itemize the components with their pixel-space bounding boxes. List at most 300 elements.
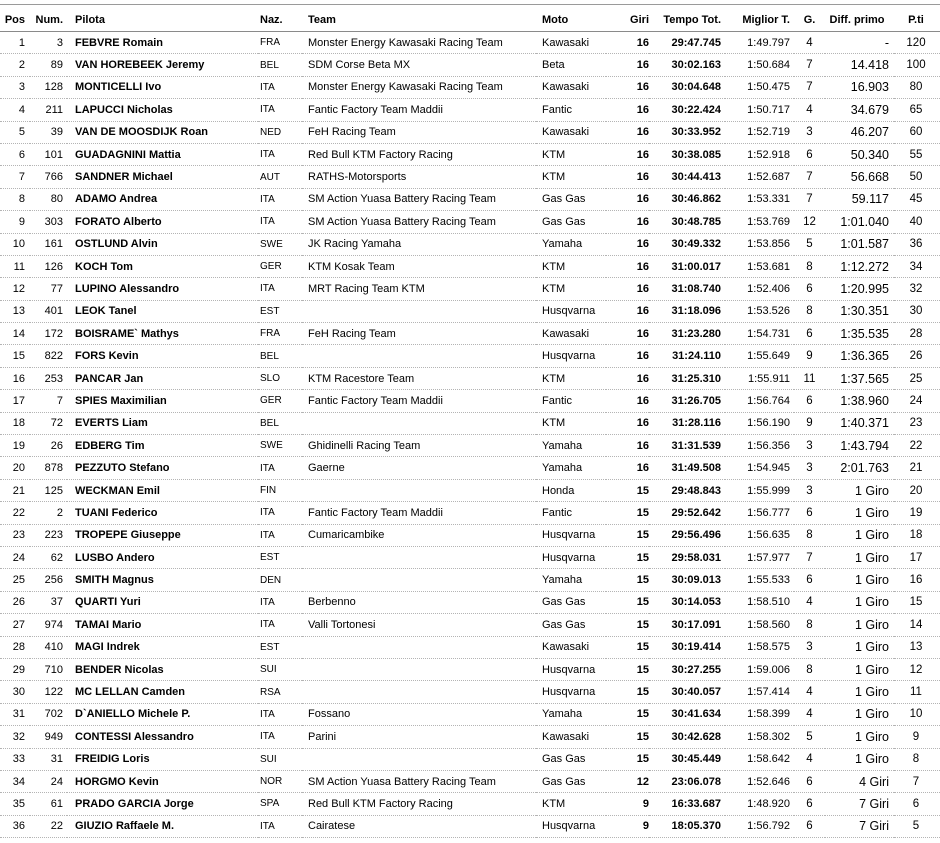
table-row [0,524,940,546]
cell-moto: Honda [536,479,606,501]
cell-diff: 59.117 [825,188,894,210]
cell-g: 7 [794,546,825,568]
cell-pti: 45 [894,188,940,210]
cell-moto: Gas Gas [536,770,606,792]
cell-pti: 32 [894,278,940,300]
cell-best: 1:53.681 [725,255,794,277]
cell-g: 12 [794,211,825,233]
cell-tempo: 30:02.163 [649,54,725,76]
cell-tempo: 29:47.745 [649,32,725,54]
cell-num: 126 [30,255,67,277]
cell-pos: 12 [0,278,30,300]
cell-g: 4 [794,591,825,613]
cell-team: SM Action Yuasa Battery Racing Team [302,188,536,210]
table-row [0,636,940,658]
cell-tempo: 30:33.952 [649,121,725,143]
cell-naz: ITA [258,502,302,524]
cell-best: 1:58.560 [725,614,794,636]
cell-num: 80 [30,188,67,210]
cell-best: 1:50.717 [725,99,794,121]
cell-tempo: 31:49.508 [649,457,725,479]
cell-pti: 17 [894,546,940,568]
cell-moto: KTM [536,255,606,277]
cell-pti: 28 [894,323,940,345]
cell-giri: 16 [606,188,649,210]
cell-g: 4 [794,32,825,54]
table-row [0,502,940,524]
cell-pilota: VAN DE MOOSDIJK Roan [67,121,258,143]
cell-g: 3 [794,479,825,501]
cell-giri: 15 [606,591,649,613]
table-row [0,211,940,233]
cell-best: 1:58.642 [725,748,794,770]
cell-team: SDM Corse Beta MX [302,54,536,76]
table-row [0,793,940,815]
cell-g: 6 [794,278,825,300]
cell-num: 22 [30,815,67,837]
cell-best: 1:59.006 [725,658,794,680]
cell-diff: - [825,32,894,54]
table-row [0,435,940,457]
cell-g: 3 [794,121,825,143]
cell-naz: GER [258,390,302,412]
cell-giri: 16 [606,278,649,300]
cell-num: 77 [30,278,67,300]
cell-pti: 13 [894,636,940,658]
header-best: Miglior T. [725,9,794,32]
cell-g: 3 [794,457,825,479]
cell-giri: 15 [606,614,649,636]
cell-moto: KTM [536,166,606,188]
cell-team: FeH Racing Team [302,323,536,345]
cell-pti: 50 [894,166,940,188]
table-row [0,457,940,479]
cell-pilota: BOISRAME` Mathys [67,323,258,345]
cell-pos: 13 [0,300,30,322]
cell-team: Berbenno [302,591,536,613]
cell-moto: Yamaha [536,233,606,255]
table-row [0,815,940,837]
cell-g: 11 [794,367,825,389]
cell-g: 4 [794,703,825,725]
cell-moto: Kawasaki [536,636,606,658]
cell-team [302,681,536,703]
cell-pilota: BENDER Nicolas [67,658,258,680]
cell-tempo: 30:41.634 [649,703,725,725]
header-team: Team [302,9,536,32]
cell-pti: 18 [894,524,940,546]
table-row [0,412,940,434]
cell-diff: 1:12.272 [825,255,894,277]
cell-pti: 6 [894,793,940,815]
cell-naz: NED [258,121,302,143]
table-row [0,278,940,300]
cell-pilota: OSTLUND Alvin [67,233,258,255]
cell-naz: ITA [258,457,302,479]
cell-pilota: SANDNER Michael [67,166,258,188]
cell-tempo: 31:24.110 [649,345,725,367]
cell-moto: Gas Gas [536,591,606,613]
table-row [0,479,940,501]
cell-naz: GER [258,255,302,277]
cell-pilota: WECKMAN Emil [67,479,258,501]
cell-pos: 17 [0,390,30,412]
cell-pos: 33 [0,748,30,770]
cell-pti: 36 [894,233,940,255]
cell-team: Cumaricambike [302,524,536,546]
cell-g: 9 [794,412,825,434]
cell-diff: 1 Giro [825,524,894,546]
cell-moto: Gas Gas [536,188,606,210]
cell-moto: Gas Gas [536,614,606,636]
cell-moto: Kawasaki [536,32,606,54]
cell-g: 3 [794,636,825,658]
cell-moto: Fantic [536,390,606,412]
cell-pos: 4 [0,99,30,121]
cell-best: 1:57.977 [725,546,794,568]
cell-tempo: 30:38.085 [649,143,725,165]
table-row [0,703,940,725]
cell-giri: 16 [606,390,649,412]
cell-moto: Husqvarna [536,524,606,546]
cell-best: 1:56.764 [725,390,794,412]
cell-giri: 15 [606,748,649,770]
cell-giri: 16 [606,211,649,233]
cell-naz: BEL [258,412,302,434]
cell-num: 31 [30,748,67,770]
cell-team [302,748,536,770]
cell-naz: EST [258,636,302,658]
cell-num: 766 [30,166,67,188]
cell-pilota: MAGI Indrek [67,636,258,658]
cell-giri: 16 [606,412,649,434]
cell-giri: 15 [606,502,649,524]
cell-pos: 24 [0,546,30,568]
cell-g: 7 [794,166,825,188]
cell-num: 401 [30,300,67,322]
table-row [0,323,940,345]
cell-giri: 16 [606,143,649,165]
cell-pti: 21 [894,457,940,479]
cell-pos: 22 [0,502,30,524]
cell-moto: Kawasaki [536,323,606,345]
cell-giri: 15 [606,726,649,748]
cell-g: 5 [794,726,825,748]
cell-pti: 80 [894,76,940,98]
cell-pilota: TAMAI Mario [67,614,258,636]
cell-diff: 1:36.365 [825,345,894,367]
cell-team: SM Action Yuasa Battery Racing Team [302,211,536,233]
cell-tempo: 30:14.053 [649,591,725,613]
table-row [0,255,940,277]
cell-moto: Yamaha [536,457,606,479]
cell-tempo: 16:33.687 [649,793,725,815]
cell-best: 1:52.918 [725,143,794,165]
cell-diff: 1 Giro [825,502,894,524]
table-row [0,367,940,389]
cell-best: 1:55.649 [725,345,794,367]
cell-naz: DEN [258,569,302,591]
cell-g: 6 [794,323,825,345]
cell-pos: 31 [0,703,30,725]
cell-pilota: ADAMO Andrea [67,188,258,210]
cell-team [302,479,536,501]
cell-diff: 1 Giro [825,546,894,568]
cell-g: 7 [794,188,825,210]
cell-best: 1:58.575 [725,636,794,658]
cell-tempo: 30:19.414 [649,636,725,658]
cell-best: 1:48.920 [725,793,794,815]
cell-g: 6 [794,569,825,591]
cell-moto: Husqvarna [536,681,606,703]
cell-best: 1:57.414 [725,681,794,703]
header-giri: Giri [606,9,649,32]
cell-diff: 56.668 [825,166,894,188]
cell-tempo: 30:17.091 [649,614,725,636]
cell-giri: 15 [606,569,649,591]
cell-best: 1:58.302 [725,726,794,748]
cell-pilota: LEOK Tanel [67,300,258,322]
cell-tempo: 18:05.370 [649,815,725,837]
cell-giri: 16 [606,255,649,277]
cell-tempo: 31:18.096 [649,300,725,322]
cell-pti: 12 [894,658,940,680]
cell-naz: FIN [258,479,302,501]
cell-moto: Gas Gas [536,748,606,770]
cell-pilota: PRADO GARCIA Jorge [67,793,258,815]
cell-diff: 1 Giro [825,569,894,591]
cell-num: 24 [30,770,67,792]
table-row [0,614,940,636]
cell-pos: 20 [0,457,30,479]
cell-best: 1:56.190 [725,412,794,434]
cell-team: Parini [302,726,536,748]
cell-team: Monster Energy Kawasaki Racing Team [302,32,536,54]
cell-naz: AUT [258,166,302,188]
cell-num: 702 [30,703,67,725]
table-row [0,658,940,680]
cell-moto: Kawasaki [536,76,606,98]
cell-pos: 3 [0,76,30,98]
cell-naz: ITA [258,591,302,613]
cell-tempo: 29:52.642 [649,502,725,524]
cell-naz: SUI [258,658,302,680]
cell-best: 1:50.475 [725,76,794,98]
cell-num: 223 [30,524,67,546]
cell-pilota: KOCH Tom [67,255,258,277]
cell-diff: 1 Giro [825,636,894,658]
cell-pti: 100 [894,54,940,76]
header-num: Num. [30,9,67,32]
cell-giri: 16 [606,435,649,457]
cell-team: Monster Energy Kawasaki Racing Team [302,76,536,98]
table-row [0,546,940,568]
cell-moto: Yamaha [536,569,606,591]
cell-num: 410 [30,636,67,658]
cell-moto: Kawasaki [536,121,606,143]
cell-tempo: 31:31.539 [649,435,725,457]
cell-pti: 7 [894,770,940,792]
cell-diff: 1:37.565 [825,367,894,389]
cell-g: 6 [794,143,825,165]
cell-diff: 1 Giro [825,591,894,613]
cell-pilota: HORGMO Kevin [67,770,258,792]
cell-naz: ITA [258,99,302,121]
header-diff: Diff. primo [825,9,894,32]
cell-best: 1:52.719 [725,121,794,143]
cell-giri: 16 [606,457,649,479]
cell-tempo: 31:00.017 [649,255,725,277]
cell-pos: 14 [0,323,30,345]
cell-g: 8 [794,614,825,636]
table-row [0,748,940,770]
cell-pos: 35 [0,793,30,815]
cell-pilota: EVERTS Liam [67,412,258,434]
cell-best: 1:53.856 [725,233,794,255]
cell-g: 4 [794,681,825,703]
table-row [0,233,940,255]
cell-pos: 34 [0,770,30,792]
cell-pti: 55 [894,143,940,165]
cell-naz: SPA [258,793,302,815]
header-g: G. [794,9,825,32]
cell-giri: 16 [606,166,649,188]
cell-g: 7 [794,54,825,76]
cell-pos: 18 [0,412,30,434]
table-row [0,143,940,165]
cell-num: 878 [30,457,67,479]
cell-num: 61 [30,793,67,815]
cell-giri: 16 [606,233,649,255]
cell-num: 122 [30,681,67,703]
cell-giri: 16 [606,300,649,322]
cell-naz: ITA [258,524,302,546]
cell-diff: 1:38.960 [825,390,894,412]
cell-pilota: VAN HOREBEEK Jeremy [67,54,258,76]
cell-pti: 19 [894,502,940,524]
cell-team: JK Racing Yamaha [302,233,536,255]
cell-pilota: EDBERG Tim [67,435,258,457]
cell-team [302,300,536,322]
cell-best: 1:56.792 [725,815,794,837]
cell-pos: 7 [0,166,30,188]
cell-giri: 9 [606,793,649,815]
cell-pos: 25 [0,569,30,591]
cell-giri: 16 [606,121,649,143]
cell-tempo: 29:58.031 [649,546,725,568]
cell-diff: 1:01.587 [825,233,894,255]
cell-pos: 21 [0,479,30,501]
cell-moto: KTM [536,793,606,815]
cell-num: 303 [30,211,67,233]
cell-tempo: 30:45.449 [649,748,725,770]
cell-num: 62 [30,546,67,568]
cell-team: KTM Kosak Team [302,255,536,277]
cell-num: 822 [30,345,67,367]
cell-giri: 16 [606,32,649,54]
cell-pti: 65 [894,99,940,121]
cell-best: 1:53.769 [725,211,794,233]
cell-diff: 1:20.995 [825,278,894,300]
cell-pti: 34 [894,255,940,277]
cell-pilota: TROPEPE Giuseppe [67,524,258,546]
cell-giri: 16 [606,367,649,389]
cell-diff: 1 Giro [825,681,894,703]
cell-tempo: 30:27.255 [649,658,725,680]
table-body [0,32,940,838]
cell-moto: KTM [536,367,606,389]
cell-tempo: 30:44.413 [649,166,725,188]
cell-num: 89 [30,54,67,76]
cell-team: Fantic Factory Team Maddii [302,390,536,412]
cell-team: MRT Racing Team KTM [302,278,536,300]
cell-tempo: 30:48.785 [649,211,725,233]
cell-pilota: LAPUCCI Nicholas [67,99,258,121]
cell-diff: 16.903 [825,76,894,98]
cell-tempo: 31:25.310 [649,367,725,389]
cell-num: 39 [30,121,67,143]
cell-best: 1:55.999 [725,479,794,501]
cell-g: 6 [794,502,825,524]
cell-pos: 15 [0,345,30,367]
cell-team [302,658,536,680]
cell-pilota: FREIDIG Loris [67,748,258,770]
cell-g: 6 [794,770,825,792]
cell-diff: 1 Giro [825,703,894,725]
cell-best: 1:53.526 [725,300,794,322]
cell-pos: 1 [0,32,30,54]
cell-naz: ITA [258,278,302,300]
cell-best: 1:52.646 [725,770,794,792]
cell-pilota: PEZZUTO Stefano [67,457,258,479]
cell-giri: 16 [606,345,649,367]
cell-diff: 7 Giri [825,815,894,837]
cell-g: 3 [794,435,825,457]
cell-pilota: MC LELLAN Camden [67,681,258,703]
cell-pti: 10 [894,703,940,725]
cell-num: 253 [30,367,67,389]
cell-num: 101 [30,143,67,165]
cell-best: 1:58.510 [725,591,794,613]
table-row [0,54,940,76]
cell-tempo: 30:22.424 [649,99,725,121]
cell-pti: 30 [894,300,940,322]
cell-diff: 1:35.535 [825,323,894,345]
cell-tempo: 30:04.648 [649,76,725,98]
cell-num: 2 [30,502,67,524]
cell-giri: 15 [606,546,649,568]
cell-pilota: GIUZIO Raffaele M. [67,815,258,837]
cell-giri: 16 [606,54,649,76]
table-row [0,300,940,322]
cell-pos: 16 [0,367,30,389]
header-tempo: Tempo Tot. [649,9,725,32]
cell-pos: 23 [0,524,30,546]
cell-num: 128 [30,76,67,98]
cell-pilota: SMITH Magnus [67,569,258,591]
cell-pilota: FEBVRE Romain [67,32,258,54]
cell-best: 1:49.797 [725,32,794,54]
cell-moto: Husqvarna [536,300,606,322]
cell-giri: 15 [606,658,649,680]
cell-pos: 6 [0,143,30,165]
cell-moto: Husqvarna [536,658,606,680]
cell-giri: 9 [606,815,649,837]
cell-giri: 15 [606,703,649,725]
header-pti: P.ti [894,9,940,32]
cell-num: 37 [30,591,67,613]
cell-moto: Fantic [536,99,606,121]
